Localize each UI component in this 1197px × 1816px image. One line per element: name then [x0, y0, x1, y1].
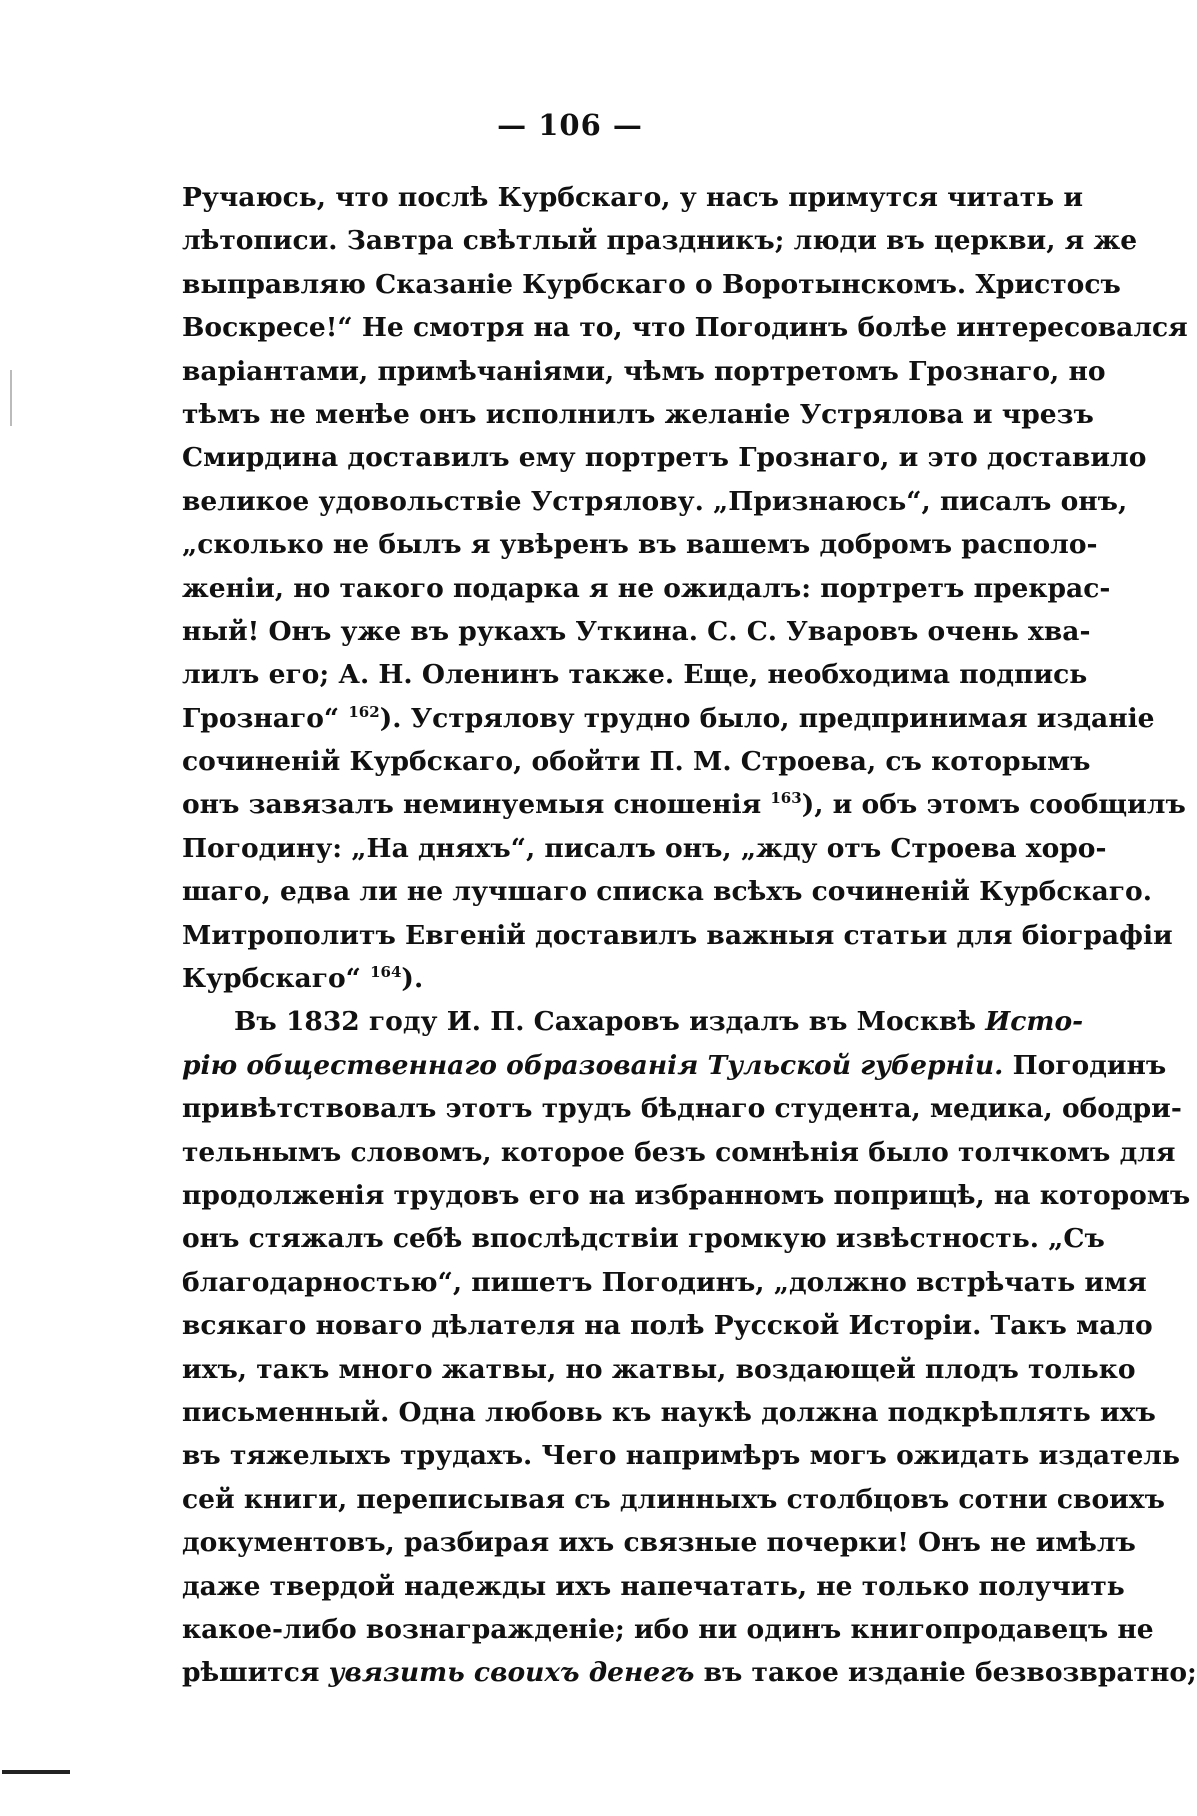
text-line: варіантами, примѣчаніями, чѣмъ портретомъ Грознаго, но: [182, 355, 1106, 387]
text-line: лѣтописи. Завтра свѣтлый праздникъ; люди въ церкви, я же: [182, 225, 1138, 257]
text-line: въ тяжелыхъ трудахъ. Чего напримѣръ могъ ожидать издатель: [182, 1440, 1180, 1472]
text-line: ихъ, такъ много жатвы, но жатвы, воздающей плодъ только: [182, 1353, 1136, 1385]
text-line: ный! Онъ уже въ рукахъ Уткина. С. С. Уваровъ очень хва-: [182, 615, 1091, 647]
text-line: Митрополитъ Евгеній доставилъ важныя статьи для біографіи: [182, 919, 1173, 951]
italic-title: Исто-: [985, 1006, 1084, 1038]
italic-title: увязить своихъ денегъ: [328, 1657, 695, 1689]
text-line: онъ стяжалъ себѣ впослѣдствіи громкую извѣстность. „Съ: [182, 1223, 1105, 1255]
text-line: рѣшится увязить своихъ денегъ въ такое изданіе безвозвратно;: [182, 1657, 1197, 1689]
text-line: Погодину: „На дняхъ“, писалъ онъ, „жду отъ Строева хоро-: [182, 832, 1107, 864]
text-line: даже твердой надежды ихъ напечатать, не только получить: [182, 1570, 1125, 1602]
text-line: великое удовольствіе Устрялову. „Признаюсь“, писалъ онъ,: [182, 485, 1128, 517]
text-line: благодарностью“, пишетъ Погодинъ, „должно встрѣчать имя: [182, 1266, 1147, 1298]
text-line: Курбскаго“ $^{164}$).: [182, 963, 424, 995]
body-text: [182, 176, 1197, 1695]
text-line: Въ 1832 году И. П. Сахаровъ издалъ въ Москвѣ Исто-: [234, 1006, 1084, 1038]
text-line: выправляю Сказаніе Курбскаго о Воротынскомъ. Христосъ: [182, 268, 1121, 300]
text-line: продолженія трудовъ его на избранномъ поприщѣ, на которомъ: [182, 1179, 1191, 1211]
italic-title: рію общественнаго образованія Тульской губерніи.: [182, 1049, 1004, 1081]
text-line: Воскресе!“ Не смотря на то, что Погодинъ болѣе интересовался: [182, 312, 1188, 344]
text-line: привѣтствовалъ этотъ трудъ бѣднаго студента, медика, ободри-: [182, 1093, 1182, 1125]
text-line: какое-либо вознагражденіе; ибо ни одинъ книгопродавецъ не: [182, 1613, 1154, 1645]
text-line: женіи, но такого подарка я не ожидалъ: портретъ прекрас-: [182, 572, 1111, 604]
text-line: онъ завязалъ неминуемыя сношенія $^{163}$), и объ этомъ сообщилъ: [182, 789, 1186, 821]
text-line: шаго, едва ли не лучшаго списка всѣхъ сочиненій Курбскаго.: [182, 876, 1152, 908]
text-line: письменный. Одна любовь къ наукѣ должна подкрѣплять ихъ: [182, 1396, 1156, 1428]
text-line: Грознаго“ $^{162}$). Устрялову трудно было, предпринимая изданіе: [182, 702, 1155, 734]
footnote-ref: 163: [770, 789, 802, 808]
footnote-ref: 164: [370, 963, 402, 982]
text-line: сочиненій Курбскаго, обойти П. М. Строева, съ которымъ: [182, 746, 1091, 778]
text-line: всякаго новаго дѣлателя на полѣ Русской Исторіи. Такъ мало: [182, 1310, 1153, 1342]
text-line: Смирдина доставилъ ему портретъ Грознаго, и это доставило: [182, 442, 1147, 474]
text-line: сей книги, переписывая съ длинныхъ столбцовъ сотни своихъ: [182, 1483, 1165, 1515]
text-line: тельнымъ словомъ, которое безъ сомнѣнія было толчкомъ для: [182, 1136, 1176, 1168]
margin-mark: [10, 370, 12, 426]
footnote-ref: 162: [348, 702, 380, 721]
page-number: — 106 —: [497, 108, 643, 142]
text-line: тѣмъ не менѣе онъ исполнилъ желаніе Устрялова и чрезъ: [182, 398, 1094, 430]
text-line: „сколько не былъ я увѣренъ въ вашемъ добромъ располо-: [182, 529, 1098, 561]
text-line: документовъ, разбирая ихъ связные почерки! Онъ не имѣлъ: [182, 1527, 1136, 1559]
text-line: Ручаюсь, что послѣ Курбскаго, у насъ примутся читать и: [182, 182, 1084, 213]
edge-bar: [2, 1770, 70, 1774]
text-line: лилъ его; А. Н. Оленинъ также. Еще, необходима подпись: [182, 659, 1088, 691]
text-line: рію общественнаго образованія Тульской губерніи. Погодинъ: [182, 1049, 1167, 1081]
